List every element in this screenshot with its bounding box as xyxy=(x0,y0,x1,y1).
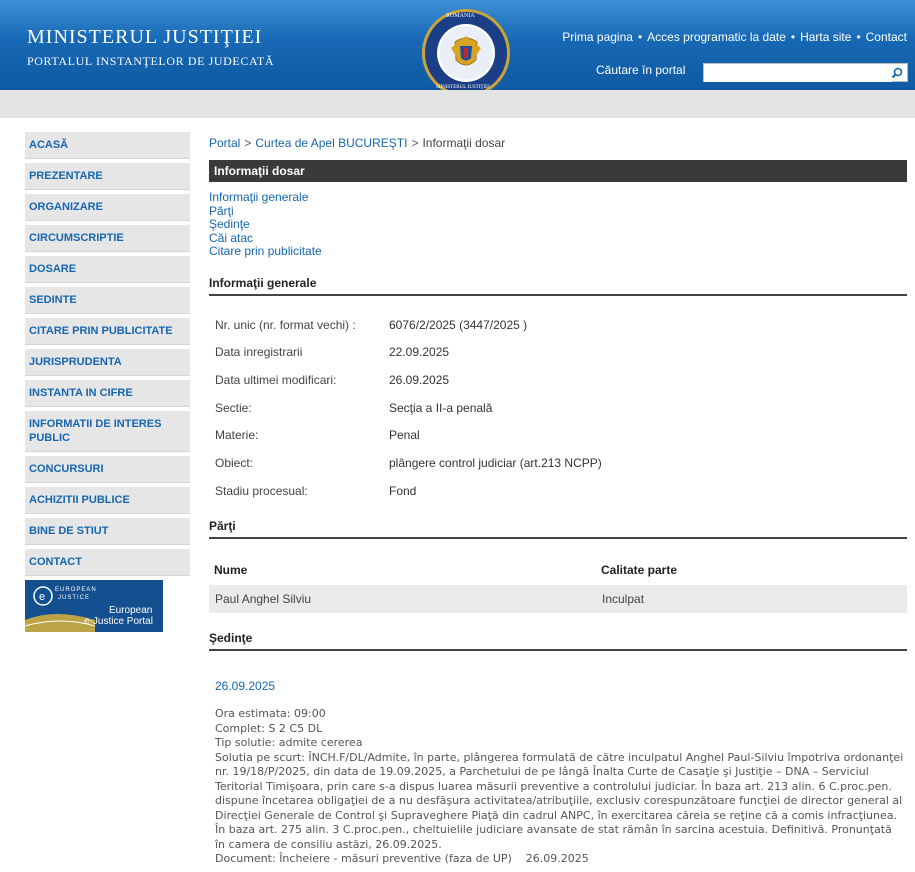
breadcrumb: Portal > Curtea de Apel BUCUREŞTI > Informaţii dosar xyxy=(209,136,506,150)
info-row xyxy=(209,484,907,512)
sidebar-item-bine-de-stiut[interactable] xyxy=(25,518,190,545)
info-value: Fond xyxy=(389,483,417,498)
breadcrumb-court[interactable]: Curtea de Apel BUCUREŞTI xyxy=(255,136,408,150)
parties-heading: Părţi xyxy=(209,519,907,539)
breadcrumb-portal[interactable]: Portal xyxy=(209,136,241,150)
sidebar-item-label: INSTANTA IN CIFRE xyxy=(29,387,133,399)
info-label: Stadiu procesual: xyxy=(215,483,308,498)
section-anchors xyxy=(209,191,907,259)
sidebar-item-label: JURISPRUDENTA xyxy=(29,356,122,368)
party-name: Paul Anghel Silviu xyxy=(215,592,312,607)
anchor-informatii-generale[interactable]: Informaţii generale xyxy=(209,190,309,204)
sidebar-item-prezentare[interactable] xyxy=(25,163,190,190)
session-complet: Complet: S 2 C5 DL xyxy=(215,721,323,735)
sidebar-item-label: ORGANIZARE xyxy=(29,201,103,213)
sidebar-item-label: CIRCUMSCRIPTIE xyxy=(29,232,124,244)
ejustice-line2: e-Justice Portal xyxy=(84,616,153,627)
sidebar-item-label: CITARE PRIN PUBLICITATE xyxy=(29,325,173,337)
page-title: Informaţii dosar xyxy=(209,160,907,182)
sidebar-menu xyxy=(25,132,190,632)
info-label: Data ultimei modificari: xyxy=(215,372,337,387)
info-value: Penal xyxy=(389,428,420,443)
sidebar-item-instanta-cifre[interactable] xyxy=(25,380,190,407)
portal-subtitle[interactable]: PORTALUL INSTANŢELOR DE JUDECATĂ xyxy=(27,54,275,68)
parties-table-header xyxy=(209,563,907,585)
col-calitate: Calitate parte xyxy=(601,563,678,578)
sidebar-item-acasa[interactable] xyxy=(25,132,190,159)
general-info-table xyxy=(209,318,907,512)
info-row xyxy=(209,401,907,429)
col-nume: Nume xyxy=(214,563,248,578)
emblem-bottom-text: MINISTERUL JUSTIŢIEI xyxy=(436,85,490,90)
sidebar-item-jurisprudenta[interactable] xyxy=(25,349,190,376)
sidebar-item-label: CONCURSURI xyxy=(29,463,104,475)
sidebar-item-label: CONTACT xyxy=(29,556,82,568)
sidebar-item-achizitii[interactable] xyxy=(25,487,190,514)
breadcrumb-current: Informaţii dosar xyxy=(422,136,506,150)
main-content xyxy=(209,132,907,867)
sidebar-item-dosare[interactable] xyxy=(25,256,190,283)
ejustice-line1: European xyxy=(109,605,153,616)
info-value: 26.09.2025 xyxy=(389,372,450,387)
ejustice-banner[interactable] xyxy=(25,580,163,632)
anchor-cai-atac[interactable]: Căi atac xyxy=(209,230,254,245)
session-solutie: Solutia pe scurt: ÎNCH.F/DL/Admite, în parte, plângerea formulată de către inculpatul Anghel Paul-Silviu împotriva ordonanţei nr. 19/18/P/2025, din data de 19.09.2025, a Parchetului de pe lângă Înalta Curte de Casaţie şi Justiţie – DNA – Serviciul Teritorial Timişoara, prin care s-a dispus luarea măsurii preventive a controlului judiciar. În baza art. 213 alin. 6 C.proc.pen. dispune încetarea obligaţiei de a nu desfăşura activitatea/atribuţiile, exclusiv corespunzătoare funcţiei de director general al Direcţiei Generale de Control şi Supraveghere Piaţă din cadrul ANPC, în exercitarea căreia se reţine că a comis infracţiunea. În baza art. 275 alin. 3 C.proc.pen., cheltuielile judiciare avansate de stat rămân în sarcina acestuia. Definitivă. Pronunţată în camera de consiliu astăzi, 26.09.2025. xyxy=(215,750,904,851)
site-header xyxy=(0,0,915,90)
sidebar-item-label: ACHIZITII PUBLICE xyxy=(29,494,130,506)
sidebar-item-label: DOSARE xyxy=(29,263,77,275)
header-subbar xyxy=(0,90,915,118)
nav-contact[interactable]: Contact xyxy=(865,30,907,44)
general-heading: Informaţii generale xyxy=(209,276,907,296)
info-label: Data inregistrarii xyxy=(215,345,303,360)
info-label: Nr. unic (nr. format vechi) : xyxy=(215,317,356,332)
table-row xyxy=(209,585,907,613)
sidebar-item-concursuri[interactable] xyxy=(25,456,190,483)
sidebar-item-contact[interactable] xyxy=(25,549,190,576)
sidebar-item-circumscriptie[interactable] xyxy=(25,225,190,252)
search-button[interactable] xyxy=(889,65,905,80)
info-value: 6076/2/2025 (3447/2025 ) xyxy=(389,317,528,332)
svg-text:e: e xyxy=(39,591,46,603)
ministry-title[interactable]: MINISTERUL JUSTIŢIEI xyxy=(27,26,263,48)
sessions-heading: Şedinţe xyxy=(209,631,907,651)
info-row xyxy=(209,373,907,401)
anchor-citare[interactable]: Citare prin publicitate xyxy=(209,244,322,258)
info-value: plângere control judiciar (art.213 NCPP) xyxy=(389,455,602,470)
info-row xyxy=(209,428,907,456)
info-value: Secţia a II-a penală xyxy=(389,400,493,415)
anchor-sedinte[interactable]: Şedinţe xyxy=(209,217,250,231)
party-role: Inculpat xyxy=(602,592,645,607)
search-input[interactable] xyxy=(704,64,892,82)
sidebar-item-organizare[interactable] xyxy=(25,194,190,221)
session-ora: Ora estimata: 09:00 xyxy=(215,707,326,721)
sidebar-item-citare[interactable] xyxy=(25,318,190,345)
sidebar-item-label: BINE DE STIUT xyxy=(29,525,109,537)
nav-harta-site[interactable]: Harta site xyxy=(800,30,852,44)
info-row xyxy=(209,345,907,373)
sidebar-item-label: SEDINTE xyxy=(29,294,77,306)
ejustice-logo-text2: JUSTICE xyxy=(58,595,91,601)
ejustice-logo-text1: EUROPEAN xyxy=(55,587,97,593)
nav-acces-programatic[interactable]: Acces programatic la date xyxy=(647,30,786,44)
info-value: 22.09.2025 xyxy=(389,345,450,360)
info-label: Obiect: xyxy=(215,455,254,470)
session-date: 26.09.2025 xyxy=(215,679,276,694)
session-tip: Tip solutie: admite cererea xyxy=(215,736,363,750)
session-details xyxy=(209,707,905,867)
session-document: Document: Încheiere - măsuri preventive (faza de UP) 26.09.2025 xyxy=(215,852,589,866)
info-row xyxy=(209,456,907,484)
search-box xyxy=(703,63,908,82)
anchor-parti[interactable]: Părţi xyxy=(209,203,234,218)
sidebar-item-informatii-interes[interactable] xyxy=(25,411,190,452)
info-label: Materie: xyxy=(215,428,259,443)
sidebar-item-label: ACASĂ xyxy=(29,139,69,151)
info-label: Sectie: xyxy=(215,400,252,415)
sidebar-item-label: PREZENTARE xyxy=(29,170,103,182)
emblem-top-text: ROMANIA xyxy=(446,13,475,19)
search-icon xyxy=(891,67,903,79)
sidebar-item-label: INFORMATII DE INTERES PUBLIC xyxy=(29,418,162,444)
top-navigation: Prima pagina • Acces programatic la date • Harta site • Contact xyxy=(562,30,907,44)
sidebar-item-sedinte[interactable] xyxy=(25,287,190,314)
nav-prima-pagina[interactable]: Prima pagina xyxy=(562,30,633,44)
info-row xyxy=(209,318,907,346)
search-label: Căutare în portal xyxy=(596,63,686,77)
